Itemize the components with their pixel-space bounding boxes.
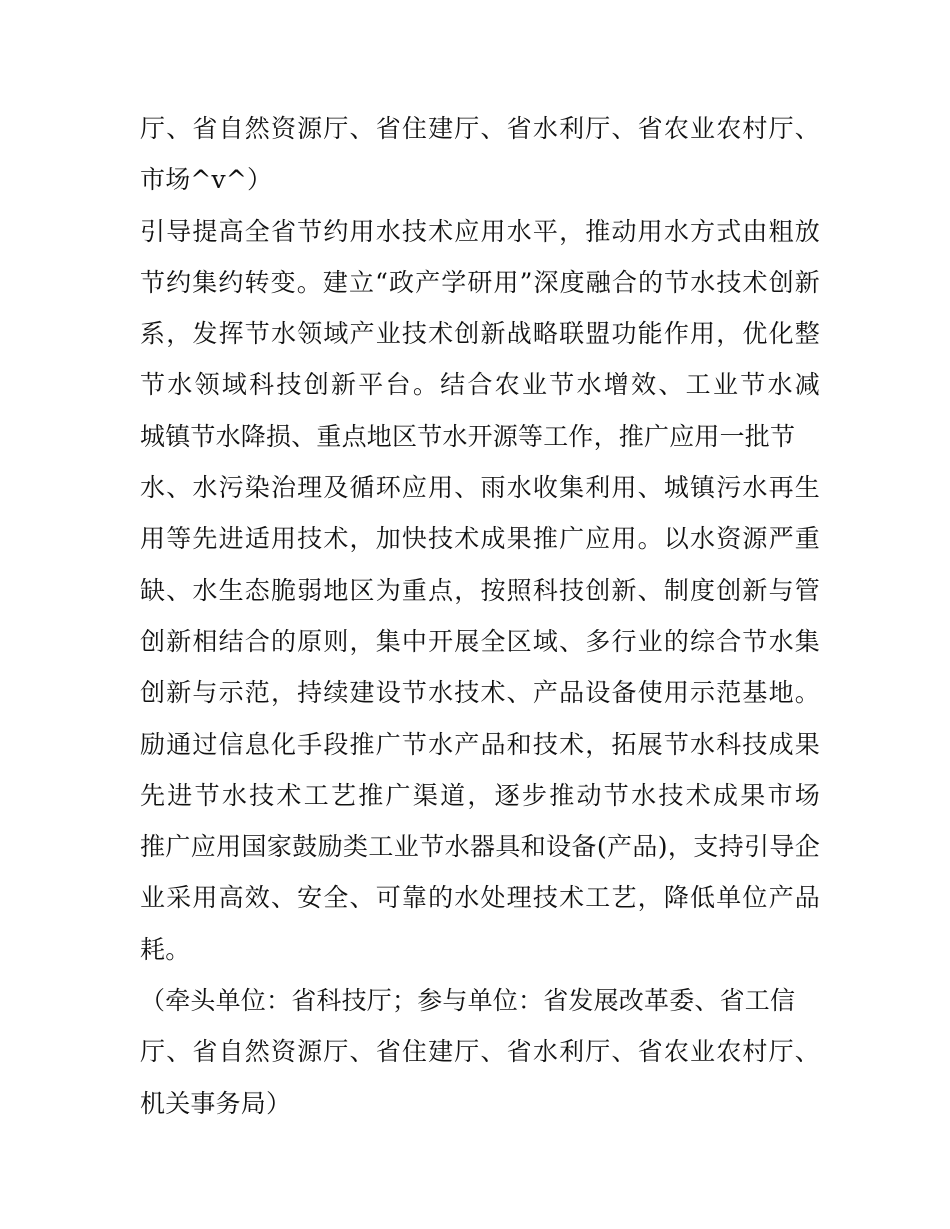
- text-line: 业采用高效、安全、可靠的水处理技术工艺，降低单位产品: [140, 883, 820, 913]
- text-line: 先进节水技术工艺推广渠道，逐步推动节水技术成果市场: [140, 780, 820, 810]
- text-line: 创新相结合的原则，集中开展全区域、多行业的综合节水集: [140, 626, 820, 656]
- text-line: 耗。: [140, 934, 191, 964]
- text-line: 节水领域科技创新平台。结合农业节水增效、工业节水减: [140, 370, 820, 400]
- text-line: 机关事务局）: [140, 1088, 292, 1118]
- text-line: 引导提高全省节约用水技术应用水平，推动用水方式由粗放: [140, 216, 820, 246]
- text-line: 市场^v^）: [140, 165, 273, 195]
- text-line: 创新与示范，持续建设节水技术、产品设备使用示范基地。: [140, 678, 820, 708]
- text-line: 厅、省自然资源厅、省住建厅、省水利厅、省农业农村厅、: [140, 114, 820, 143]
- text-line: 城镇节水降损、重点地区节水开源等工作，推广应用一批节: [140, 421, 796, 451]
- body-text: [140, 103, 820, 1129]
- text-line: 水、水污染治理及循环应用、雨水收集利用、城镇污水再生: [140, 473, 820, 503]
- text-line: 厅、省自然资源厅、省住建厅、省水利厅、省农业农村厅、: [140, 1037, 820, 1067]
- text-line: 缺、水生态脆弱地区为重点，按照科技创新、制度创新与管: [140, 575, 820, 605]
- text-line: （牵头单位：省科技厅；参与单位：省发展改革委、省工信: [140, 986, 796, 1016]
- text-line: 用等先进适用技术，加快技术成果推广应用。以水资源严重: [140, 524, 820, 554]
- text-line: 推广应用国家鼓励类工业节水器具和设备(产品)，支持引导企: [140, 832, 820, 862]
- text-line: 节约集约转变。建立“政产学研用”深度融合的节水技术创新: [140, 267, 820, 297]
- text-line: 系，发挥节水领域产业技术创新战略联盟功能作用，优化整: [140, 319, 820, 349]
- text-line: 励通过信息化手段推广节水产品和技术，拓展节水科技成果: [140, 729, 820, 759]
